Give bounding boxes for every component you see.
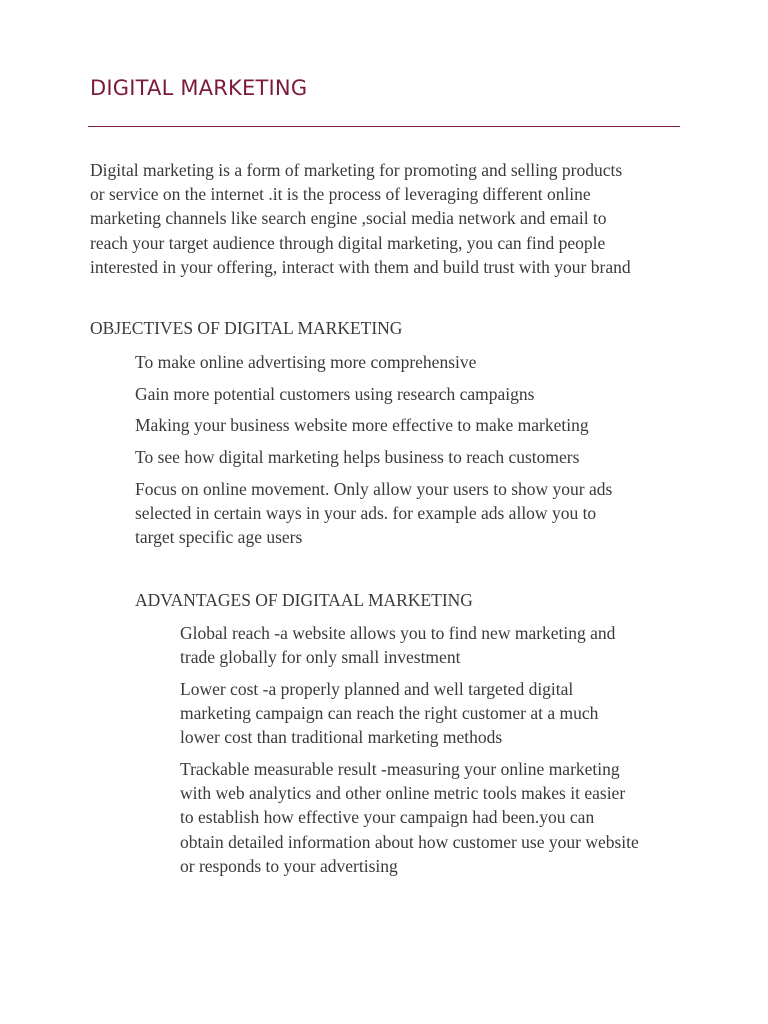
intro-line: Digital marketing is a form of marketing for promoting and selling products <box>90 160 623 180</box>
objective-line: Focus on online movement. Only allow your users to show your ads <box>135 479 613 499</box>
objective-item <box>135 413 589 437</box>
title-divider <box>88 126 680 127</box>
advantage-line: Trackable measurable result -measuring your online marketing <box>180 759 620 779</box>
advantages-heading: ADVANTAGES OF DIGITAAL MARKETING <box>135 590 473 610</box>
objective-line: selected in certain ways in your ads. for example ads allow you to <box>135 503 597 524</box>
intro-line: reach your target audience through digital marketing, you can find people <box>90 232 606 253</box>
objective-item <box>135 382 534 406</box>
advantage-line: with web analytics and other online metric tools makes it easier <box>180 783 626 804</box>
intro-line: interested in your offering, interact with them and build trust with your brand <box>90 256 631 277</box>
intro-line: marketing channels like search engine ,social media network and email to <box>90 208 607 229</box>
objective-item <box>135 445 579 469</box>
objective-line: Making your business website more effective to make marketing <box>135 415 589 435</box>
advantage-item <box>180 621 615 669</box>
advantage-line: marketing campaign can reach the right customer at a much <box>180 703 599 724</box>
advantage-line: trade globally for only small investment <box>180 647 461 668</box>
objective-item <box>135 477 612 550</box>
advantage-line: obtain detailed information about how customer use your website <box>180 831 639 852</box>
advantage-line: or responds to your advertising <box>180 855 398 876</box>
document-title: DIGITAL MARKETING <box>90 76 308 100</box>
objective-line: To make online advertising more comprehensive <box>135 352 477 372</box>
objective-line: target specific age users <box>135 527 303 548</box>
objective-line: To see how digital marketing helps business to reach customers <box>135 447 580 467</box>
advantage-item <box>180 677 598 750</box>
advantage-line: lower cost than traditional marketing methods <box>180 727 503 748</box>
objectives-heading: OBJECTIVES OF DIGITAL MARKETING <box>90 318 403 338</box>
objective-line: Gain more potential customers using research campaigns <box>135 384 535 404</box>
advantage-line: Global reach -a website allows you to find new marketing and <box>180 623 616 643</box>
intro-paragraph <box>90 158 690 279</box>
objective-item <box>135 350 476 374</box>
advantage-line: Lower cost -a properly planned and well targeted digital <box>180 679 574 699</box>
intro-line: or service on the internet .it is the process of leveraging different online <box>90 184 591 205</box>
advantage-item <box>180 757 639 878</box>
advantage-line: to establish how effective your campaign had been.you can <box>180 807 595 828</box>
